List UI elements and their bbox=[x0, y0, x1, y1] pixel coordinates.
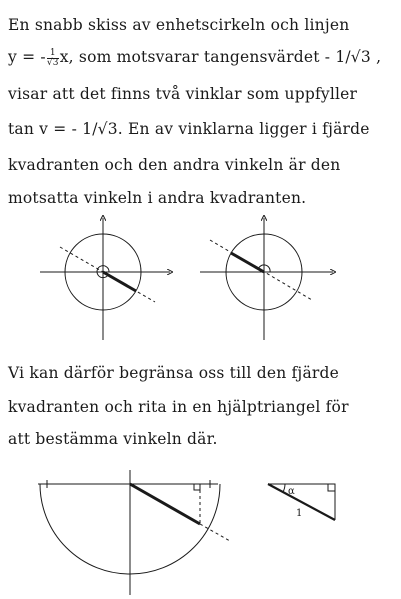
unit-circle-sketch-1 bbox=[40, 218, 170, 340]
fourth-quadrant-sketch bbox=[38, 470, 230, 595]
right-angle-mark bbox=[194, 484, 200, 490]
text-line-7: Vi kan därför begränsa oss till den fjärde bbox=[8, 364, 339, 382]
equation-prefix: y = - bbox=[8, 48, 46, 66]
triangle-angle-arc bbox=[283, 484, 285, 492]
text-line-5: kvadranten och den andra vinkeln är den bbox=[8, 156, 341, 174]
text-line-1: En snabb skiss av enhetscirkeln och linjen bbox=[8, 16, 350, 34]
extended-dashed-line bbox=[200, 524, 230, 541]
fraction-numerator: 1 bbox=[47, 49, 59, 59]
terminal-side bbox=[231, 253, 264, 272]
angle-label-alpha: α bbox=[288, 486, 295, 497]
unit-circle-sketch-2 bbox=[200, 218, 333, 340]
hypotenuse-label: 1 bbox=[296, 508, 303, 519]
text-line-6: motsatta vinkeln i andra kvadranten. bbox=[8, 189, 307, 207]
equation-suffix: x, som motsvarar tangensvärdet - 1/√3 , bbox=[59, 48, 382, 66]
radius-segment bbox=[130, 484, 200, 524]
terminal-side bbox=[103, 272, 136, 291]
text-line-9: att bestämma vinkeln där. bbox=[8, 430, 218, 448]
text-line-8: kvadranten och rita in en hjälptriangel för bbox=[8, 398, 349, 416]
fraction-denominator: √3 bbox=[46, 57, 59, 68]
text-line-3: visar att det finns två vinklar som uppfyller bbox=[8, 85, 358, 103]
triangle-right-angle-mark bbox=[328, 484, 335, 491]
text-line-4: tan v = - 1/√3. En av vinklarna ligger i fjärde bbox=[8, 120, 370, 138]
